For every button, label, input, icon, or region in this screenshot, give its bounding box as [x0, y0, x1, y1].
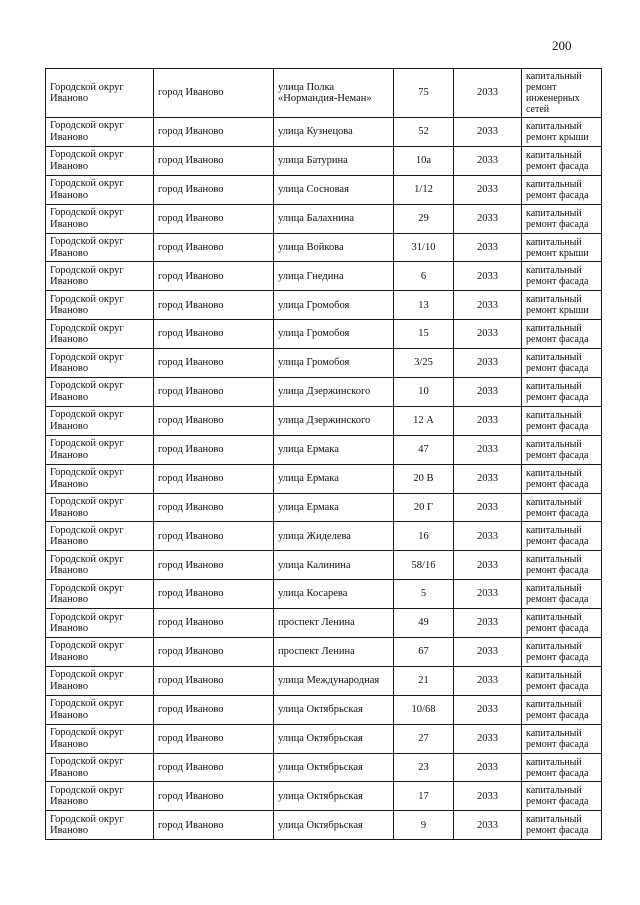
year-cell: 2033 — [454, 580, 522, 609]
table-row — [46, 406, 602, 435]
street-cell: улица Жиделева — [274, 522, 394, 551]
house-number-cell: 12 А — [394, 406, 454, 435]
work-type-cell: капитальный ремонт фасада — [522, 753, 602, 782]
district-cell: Городской округ Иваново — [46, 811, 154, 840]
street-cell: улица Октябрьская — [274, 724, 394, 753]
district-cell: Городской округ Иваново — [46, 262, 154, 291]
table-row — [46, 204, 602, 233]
work-type-cell: капитальный ремонт фасада — [522, 406, 602, 435]
district-cell: Городской округ Иваново — [46, 69, 154, 118]
street-cell: проспект Ленина — [274, 638, 394, 667]
house-number-cell: 21 — [394, 666, 454, 695]
year-cell: 2033 — [454, 233, 522, 262]
district-cell: Городской округ Иваново — [46, 175, 154, 204]
street-cell: улица Громобоя — [274, 291, 394, 320]
street-cell: улица Ермака — [274, 493, 394, 522]
table-row — [46, 638, 602, 667]
house-number-cell: 58/16 — [394, 551, 454, 580]
street-cell: улица Октябрьская — [274, 782, 394, 811]
table-row — [46, 435, 602, 464]
year-cell: 2033 — [454, 782, 522, 811]
city-cell: город Иваново — [154, 204, 274, 233]
year-cell: 2033 — [454, 724, 522, 753]
house-number-cell: 1/12 — [394, 175, 454, 204]
street-cell: улица Громобоя — [274, 320, 394, 349]
work-type-cell: капитальный ремонт фасада — [522, 464, 602, 493]
work-type-cell: капитальный ремонт фасада — [522, 695, 602, 724]
district-cell: Городской округ Иваново — [46, 753, 154, 782]
house-number-cell: 3/25 — [394, 349, 454, 378]
house-number-cell: 17 — [394, 782, 454, 811]
house-number-cell: 9 — [394, 811, 454, 840]
work-type-cell: капитальный ремонт фасада — [522, 811, 602, 840]
house-number-cell: 27 — [394, 724, 454, 753]
city-cell: город Иваново — [154, 69, 274, 118]
table-row — [46, 609, 602, 638]
year-cell: 2033 — [454, 291, 522, 320]
repair-schedule-table — [45, 68, 602, 840]
year-cell: 2033 — [454, 666, 522, 695]
table-row — [46, 782, 602, 811]
city-cell: город Иваново — [154, 609, 274, 638]
city-cell: город Иваново — [154, 233, 274, 262]
year-cell: 2033 — [454, 175, 522, 204]
city-cell: город Иваново — [154, 522, 274, 551]
city-cell: город Иваново — [154, 551, 274, 580]
city-cell: город Иваново — [154, 349, 274, 378]
year-cell: 2033 — [454, 493, 522, 522]
city-cell: город Иваново — [154, 695, 274, 724]
house-number-cell: 47 — [394, 435, 454, 464]
house-number-cell: 49 — [394, 609, 454, 638]
city-cell: город Иваново — [154, 406, 274, 435]
street-cell: улица Дзержинского — [274, 378, 394, 407]
work-type-cell: капитальный ремонт фасада — [522, 666, 602, 695]
street-cell: улица Октябрьская — [274, 811, 394, 840]
street-cell: проспект Ленина — [274, 609, 394, 638]
table-row — [46, 262, 602, 291]
city-cell: город Иваново — [154, 320, 274, 349]
house-number-cell: 29 — [394, 204, 454, 233]
work-type-cell: капитальный ремонт фасада — [522, 782, 602, 811]
district-cell: Городской округ Иваново — [46, 638, 154, 667]
house-number-cell: 20 Г — [394, 493, 454, 522]
street-cell: улица Калинина — [274, 551, 394, 580]
work-type-cell: капитальный ремонт фасада — [522, 724, 602, 753]
district-cell: Городской округ Иваново — [46, 204, 154, 233]
district-cell: Городской округ Иваново — [46, 724, 154, 753]
district-cell: Городской округ Иваново — [46, 118, 154, 147]
table-row — [46, 695, 602, 724]
street-cell: улица Гнедина — [274, 262, 394, 291]
work-type-cell: капитальный ремонт фасада — [522, 378, 602, 407]
city-cell: город Иваново — [154, 464, 274, 493]
year-cell: 2033 — [454, 262, 522, 291]
street-cell: улица Кузнецова — [274, 118, 394, 147]
street-cell: улица Октябрьская — [274, 753, 394, 782]
year-cell: 2033 — [454, 551, 522, 580]
district-cell: Городской округ Иваново — [46, 435, 154, 464]
street-cell: улица Косарева — [274, 580, 394, 609]
work-type-cell: капитальный ремонт фасада — [522, 522, 602, 551]
work-type-cell: капитальный ремонт крыши — [522, 118, 602, 147]
district-cell: Городской округ Иваново — [46, 522, 154, 551]
table-row — [46, 349, 602, 378]
year-cell: 2033 — [454, 406, 522, 435]
city-cell: город Иваново — [154, 638, 274, 667]
table-row — [46, 753, 602, 782]
year-cell: 2033 — [454, 695, 522, 724]
district-cell: Городской округ Иваново — [46, 349, 154, 378]
work-type-cell: капитальный ремонт фасада — [522, 349, 602, 378]
street-cell: улица Международная — [274, 666, 394, 695]
work-type-cell: капитальный ремонт фасада — [522, 175, 602, 204]
work-type-cell: капитальный ремонт фасада — [522, 551, 602, 580]
district-cell: Городской округ Иваново — [46, 406, 154, 435]
house-number-cell: 5 — [394, 580, 454, 609]
table-row — [46, 551, 602, 580]
city-cell: город Иваново — [154, 666, 274, 695]
table-row — [46, 175, 602, 204]
year-cell: 2033 — [454, 146, 522, 175]
street-cell: улица Батурина — [274, 146, 394, 175]
district-cell: Городской округ Иваново — [46, 551, 154, 580]
year-cell: 2033 — [454, 609, 522, 638]
work-type-cell: капитальный ремонт инженерных сетей — [522, 69, 602, 118]
year-cell: 2033 — [454, 522, 522, 551]
house-number-cell: 6 — [394, 262, 454, 291]
year-cell: 2033 — [454, 435, 522, 464]
year-cell: 2033 — [454, 378, 522, 407]
city-cell: город Иваново — [154, 753, 274, 782]
street-cell: улица Ермака — [274, 435, 394, 464]
year-cell: 2033 — [454, 320, 522, 349]
work-type-cell: капитальный ремонт фасада — [522, 638, 602, 667]
street-cell: улица Войкова — [274, 233, 394, 262]
city-cell: город Иваново — [154, 724, 274, 753]
house-number-cell: 10 — [394, 378, 454, 407]
district-cell: Городской округ Иваново — [46, 464, 154, 493]
year-cell: 2033 — [454, 811, 522, 840]
house-number-cell: 10а — [394, 146, 454, 175]
city-cell: город Иваново — [154, 811, 274, 840]
house-number-cell: 75 — [394, 69, 454, 118]
year-cell: 2033 — [454, 349, 522, 378]
city-cell: город Иваново — [154, 782, 274, 811]
district-cell: Городской округ Иваново — [46, 233, 154, 262]
page-number: 200 — [552, 38, 572, 53]
city-cell: город Иваново — [154, 262, 274, 291]
house-number-cell: 52 — [394, 118, 454, 147]
city-cell: город Иваново — [154, 378, 274, 407]
table-row — [46, 724, 602, 753]
table-row — [46, 522, 602, 551]
table-row — [46, 464, 602, 493]
work-type-cell: капитальный ремонт фасада — [522, 580, 602, 609]
work-type-cell: капитальный ремонт крыши — [522, 233, 602, 262]
city-cell: город Иваново — [154, 175, 274, 204]
house-number-cell: 67 — [394, 638, 454, 667]
work-type-cell: капитальный ремонт фасада — [522, 435, 602, 464]
street-cell: улица Ермака — [274, 464, 394, 493]
city-cell: город Иваново — [154, 291, 274, 320]
work-type-cell: капитальный ремонт фасада — [522, 493, 602, 522]
work-type-cell: капитальный ремонт крыши — [522, 291, 602, 320]
year-cell: 2033 — [454, 118, 522, 147]
district-cell: Городской округ Иваново — [46, 580, 154, 609]
street-cell: улица Полка «Нормандия-Неман» — [274, 69, 394, 118]
district-cell: Городской округ Иваново — [46, 146, 154, 175]
street-cell: улица Громобоя — [274, 349, 394, 378]
table-row — [46, 493, 602, 522]
street-cell: улица Октябрьская — [274, 695, 394, 724]
house-number-cell: 15 — [394, 320, 454, 349]
city-cell: город Иваново — [154, 493, 274, 522]
work-type-cell: капитальный ремонт фасада — [522, 146, 602, 175]
table-row — [46, 118, 602, 147]
table-row — [46, 320, 602, 349]
year-cell: 2033 — [454, 464, 522, 493]
city-cell: город Иваново — [154, 118, 274, 147]
table-row — [46, 146, 602, 175]
table-row — [46, 811, 602, 840]
house-number-cell: 16 — [394, 522, 454, 551]
work-type-cell: капитальный ремонт фасада — [522, 204, 602, 233]
year-cell: 2033 — [454, 69, 522, 118]
house-number-cell: 23 — [394, 753, 454, 782]
work-type-cell: капитальный ремонт фасада — [522, 320, 602, 349]
year-cell: 2033 — [454, 753, 522, 782]
house-number-cell: 13 — [394, 291, 454, 320]
house-number-cell: 20 В — [394, 464, 454, 493]
street-cell: улица Балахнина — [274, 204, 394, 233]
table-row — [46, 233, 602, 262]
district-cell: Городской округ Иваново — [46, 695, 154, 724]
district-cell: Городской округ Иваново — [46, 291, 154, 320]
table-row — [46, 291, 602, 320]
street-cell: улица Дзержинского — [274, 406, 394, 435]
table-row — [46, 378, 602, 407]
district-cell: Городской округ Иваново — [46, 666, 154, 695]
work-type-cell: капитальный ремонт фасада — [522, 609, 602, 638]
table-row — [46, 666, 602, 695]
table-row — [46, 580, 602, 609]
work-type-cell: капитальный ремонт фасада — [522, 262, 602, 291]
city-cell: город Иваново — [154, 580, 274, 609]
district-cell: Городской округ Иваново — [46, 782, 154, 811]
year-cell: 2033 — [454, 638, 522, 667]
year-cell: 2033 — [454, 204, 522, 233]
district-cell: Городской округ Иваново — [46, 493, 154, 522]
district-cell: Городской округ Иваново — [46, 378, 154, 407]
city-cell: город Иваново — [154, 146, 274, 175]
house-number-cell: 10/68 — [394, 695, 454, 724]
table-row — [46, 69, 602, 118]
repair-schedule-body — [46, 69, 602, 840]
district-cell: Городской округ Иваново — [46, 609, 154, 638]
house-number-cell: 31/10 — [394, 233, 454, 262]
street-cell: улица Сосновая — [274, 175, 394, 204]
city-cell: город Иваново — [154, 435, 274, 464]
district-cell: Городской округ Иваново — [46, 320, 154, 349]
